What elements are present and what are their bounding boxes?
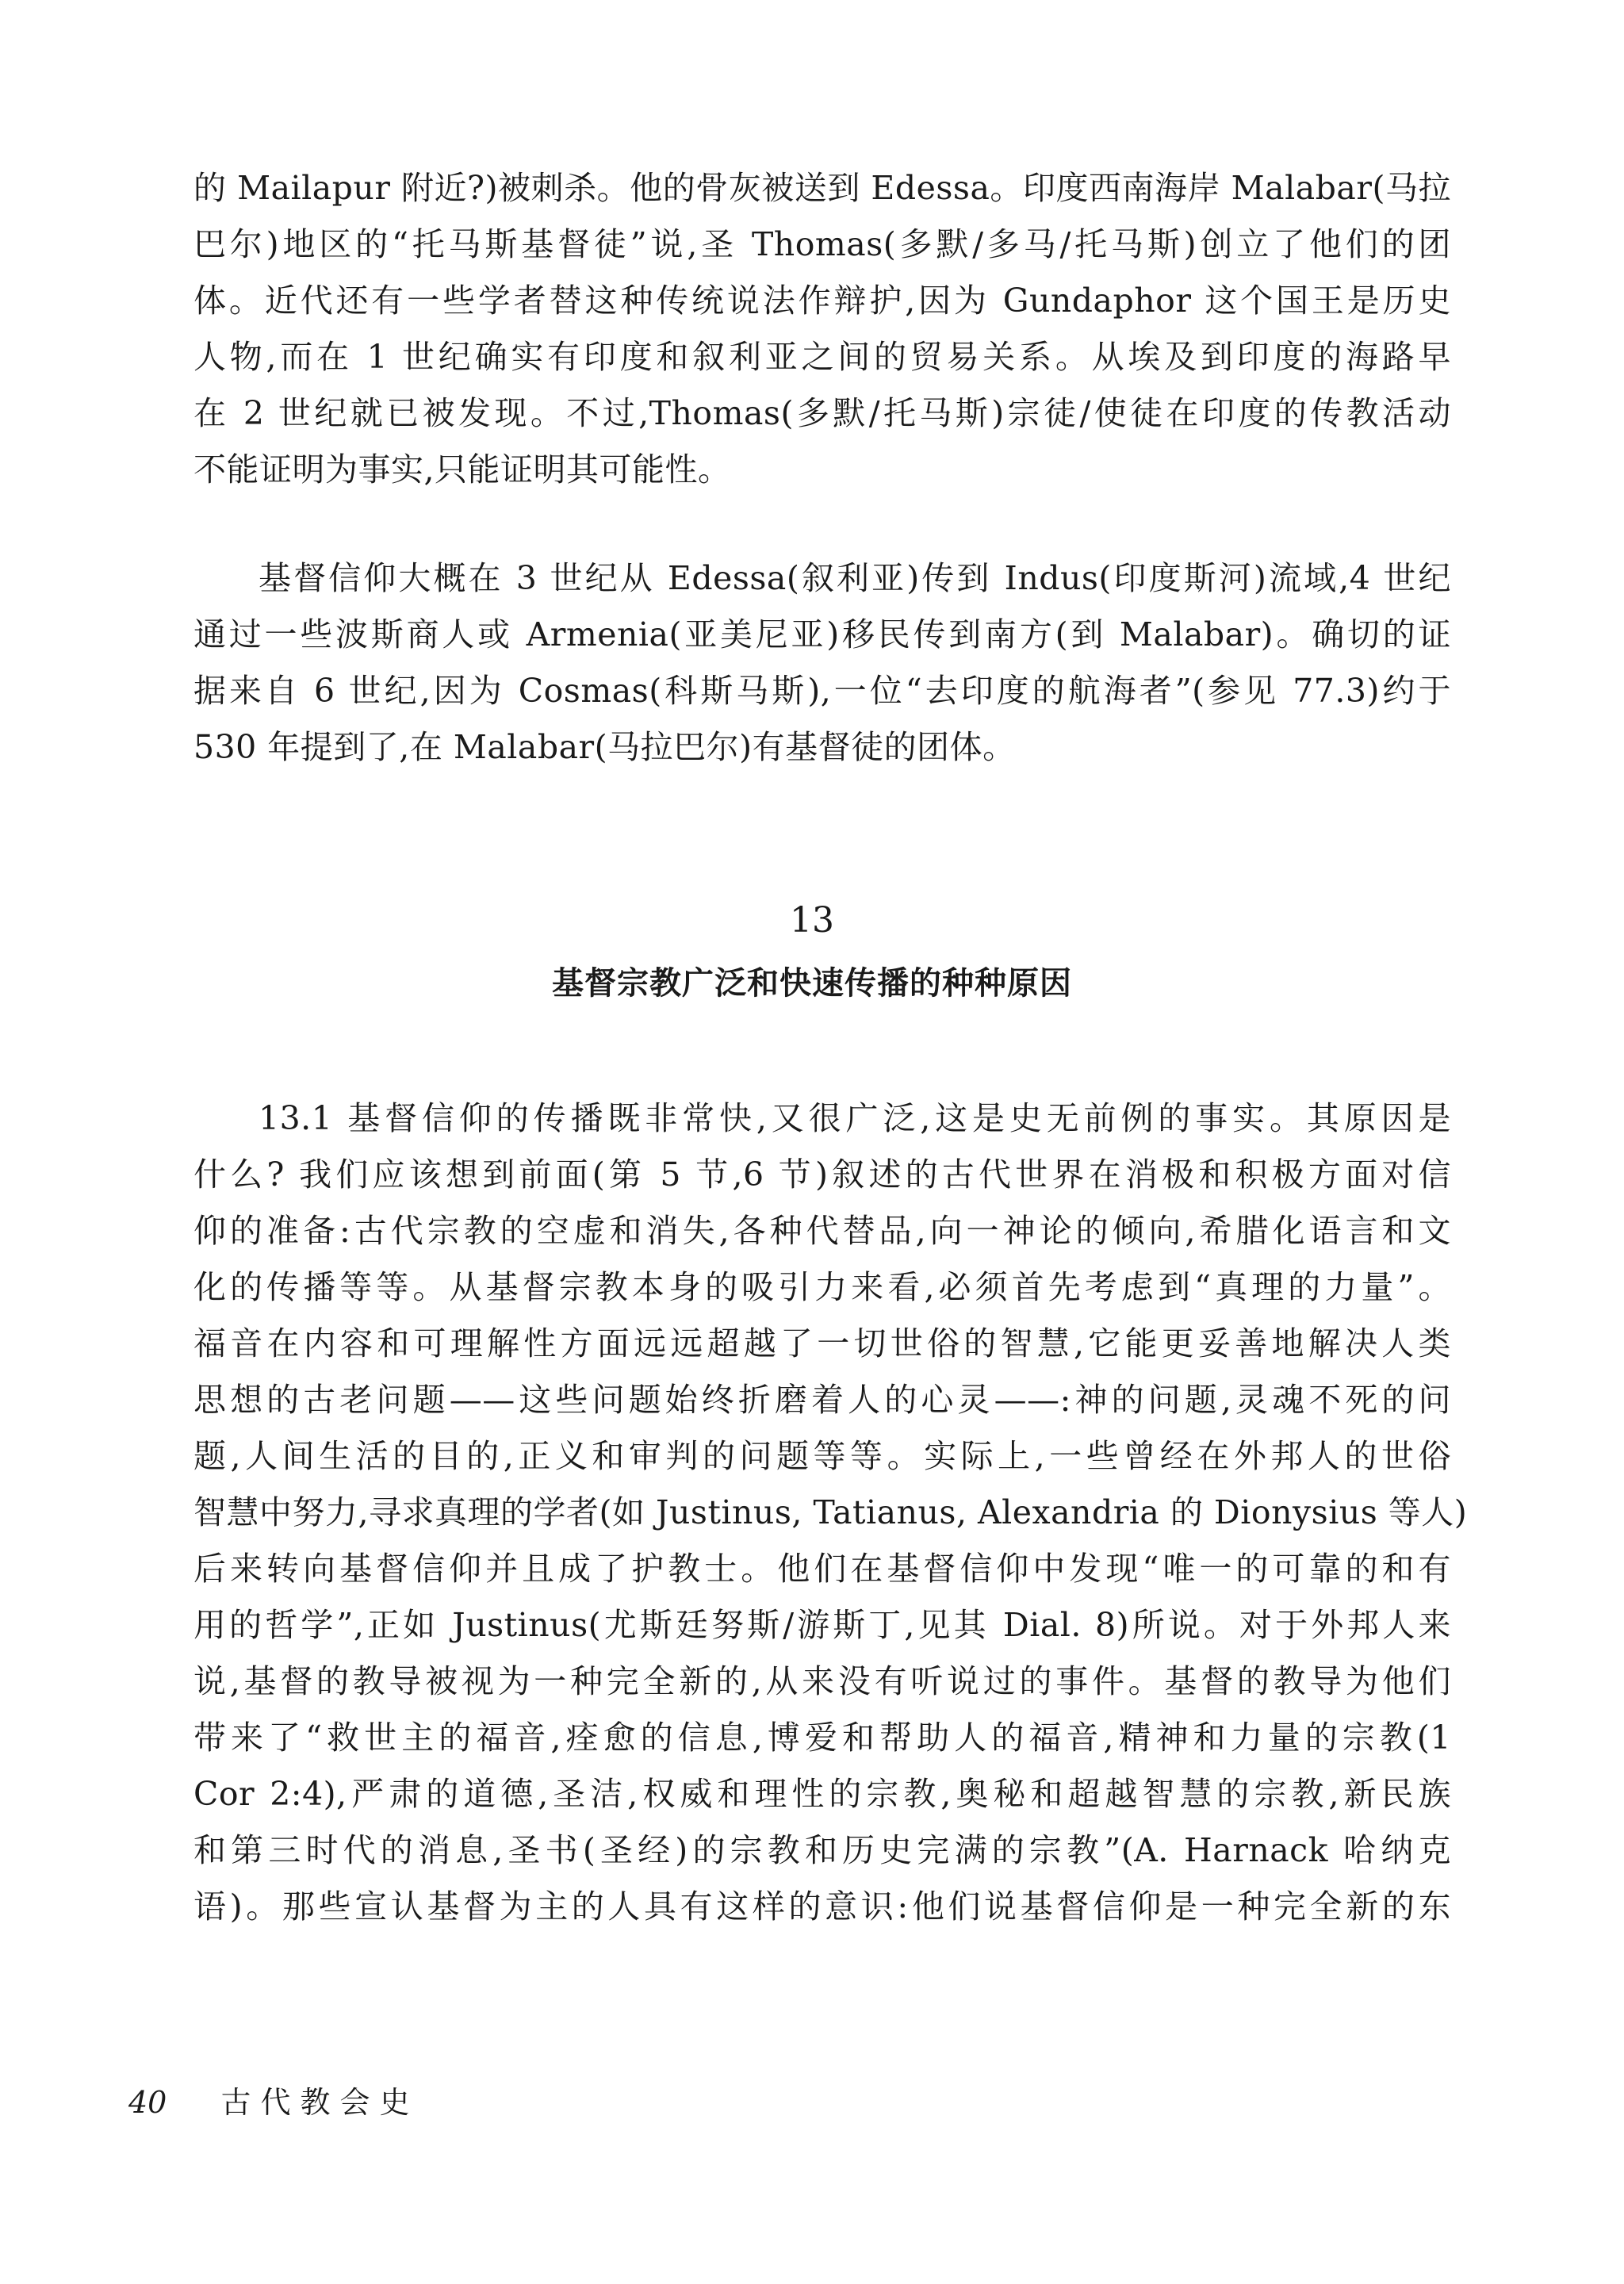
text-line: 不能证明为事实,只能证明其可能性。	[193, 450, 731, 489]
text-line: 和第三时代的消息,圣书(圣经)的宗教和历史完满的宗教”(A. Harnack 哈纳克	[193, 1831, 1451, 1869]
text-line: 通过一些波斯商人或 Armenia(亚美尼亚)移民传到南方(到 Malabar)。确切的证	[193, 615, 1451, 653]
paragraph-13-1	[193, 1090, 1468, 1935]
section-number: 13	[790, 900, 834, 941]
running-title: 古代教会史	[220, 2085, 419, 2120]
text-line: 巴尔)地区的“托马斯基督徒”说,圣 Thomas(多默/多马/托马斯)创立了他们的团	[193, 225, 1451, 263]
text-line: 说,基督的教导被视为一种完全新的,从来没有听说过的事件。基督的教导为他们	[193, 1662, 1451, 1700]
paragraph-thomas-tradition	[193, 160, 1451, 498]
text-line: 智慧中努力,寻求真理的学者(如 Justinus, Tatianus, Alexandria 的 Dionysius 等人)	[193, 1493, 1468, 1531]
text-line: 福音在内容和可理解性方面远远超越了一切世俗的智慧,它能更妥善地解决人类	[193, 1324, 1451, 1362]
text-line: 语)。那些宣认基督为主的人具有这样的意识:他们说基督信仰是一种完全新的东	[193, 1887, 1451, 1926]
text-line: 后来转向基督信仰并且成了护教士。他们在基督信仰中发现“唯一的可靠的和有	[193, 1550, 1451, 1588]
page-number: 40	[128, 2085, 167, 2120]
text-line: 体。近代还有一些学者替这种传统说法作辩护,因为 Gundaphor 这个国王是历史	[193, 282, 1451, 320]
text-line: 用的哲学”,正如 Justinus(尤斯廷努斯/游斯丁,见其 Dial. 8)所说。对于外邦人来	[193, 1606, 1451, 1644]
text-line: Cor 2:4),严肃的道德,圣洁,权威和理性的宗教,奥秘和超越智慧的宗教,新民族	[193, 1775, 1451, 1813]
section-title: 基督宗教广泛和快速传播的种种原因	[552, 965, 1072, 1002]
text-line: 思想的古老问题——这些问题始终折磨着人的心灵——:神的问题,灵魂不死的问	[193, 1381, 1451, 1419]
paragraph-spread-to-india	[193, 550, 1451, 776]
page-footer	[128, 2083, 419, 2122]
text-line: 据来自 6 世纪,因为 Cosmas(科斯马斯),一位“去印度的航海者”(参见 77.3)约于	[193, 672, 1451, 710]
text-line: 题,人间生活的目的,正义和审判的问题等等。实际上,一些曾经在外邦人的世俗	[193, 1437, 1451, 1475]
text-line: 人物,而在 1 世纪确实有印度和叙利亚之间的贸易关系。从埃及到印度的海路早	[193, 338, 1451, 376]
text-line: 的 Mailapur 附近?)被刺杀。他的骨灰被送到 Edessa。印度西南海岸 Malabar(马拉	[193, 169, 1451, 207]
text-line: 仰的准备:古代宗教的空虚和消失,各种代替品,向一神论的倾向,希腊化语言和文	[193, 1212, 1451, 1250]
text-line: 带来了“救世主的福音,痊愈的信息,博爱和帮助人的福音,精神和力量的宗教(1	[193, 1719, 1451, 1757]
text-line: 什么? 我们应该想到前面(第 5 节,6 节)叙述的古代世界在消极和积极方面对信	[193, 1155, 1451, 1194]
text-line: 基督信仰大概在 3 世纪从 Edessa(叙利亚)传到 Indus(印度斯河)流域,4 世纪	[259, 559, 1451, 597]
text-line: 13.1 基督信仰的传播既非常快,又很广泛,这是史无前例的事实。其原因是	[259, 1099, 1451, 1137]
text-line: 化的传播等等。从基督宗教本身的吸引力来看,必须首先考虑到“真理的力量”。	[193, 1268, 1451, 1306]
text-line: 在 2 世纪就已被发现。不过,Thomas(多默/托马斯)宗徒/使徒在印度的传教活动	[193, 394, 1451, 432]
text-line: 530 年提到了,在 Malabar(马拉巴尔)有基督徒的团体。	[193, 728, 1016, 766]
